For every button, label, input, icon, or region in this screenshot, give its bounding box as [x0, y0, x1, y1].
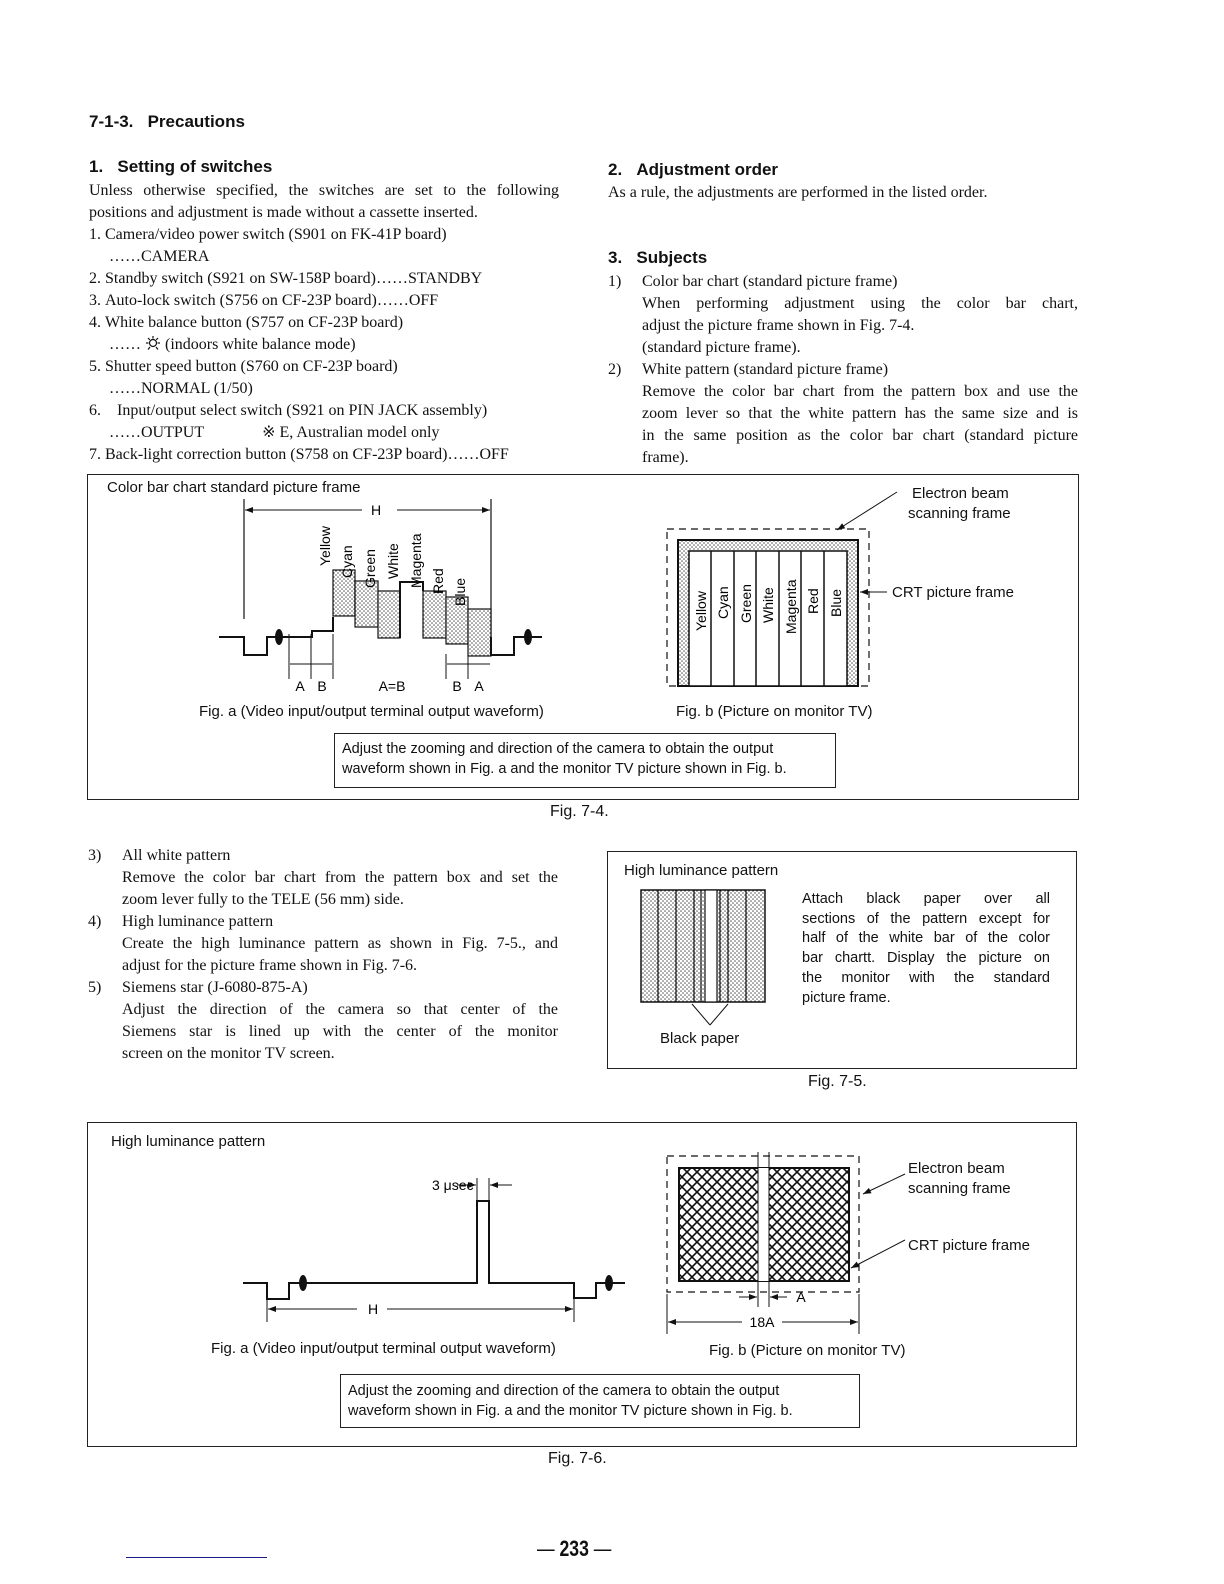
item-title: Siemens star (J-6080-875-A)	[122, 979, 308, 996]
subject-line: screen on the monitor TV screen.	[122, 1045, 335, 1062]
wave-label-magenta: Magenta	[408, 533, 424, 588]
subject-line: adjust the picture frame shown in Fig. 7-4.	[642, 317, 915, 334]
item-text: Input/output select switch (S921 on PIN JACK assembly)	[117, 402, 488, 419]
subject-line: When performing adjustment using the color bar chart,	[642, 295, 1078, 312]
label-line: Electron beam	[908, 1160, 1005, 1177]
subject-line: adjust for the picture frame shown in Fig. 7-6.	[122, 957, 418, 974]
heading-text: Setting of switches	[117, 157, 273, 176]
item-num: 4.	[89, 314, 101, 331]
burst-marker	[275, 629, 283, 645]
white-stripe	[758, 1168, 769, 1281]
switch-item	[89, 400, 559, 422]
heading-number: 3.	[608, 248, 623, 267]
a-equals-b-label: A=B	[378, 678, 406, 694]
electron-beam-pointer	[837, 492, 897, 530]
subjects-list-top	[608, 271, 1078, 469]
item-title: High luminance pattern	[122, 913, 274, 930]
item-num: 6.	[89, 402, 101, 419]
heading-number: 1.	[89, 157, 104, 176]
section-heading	[89, 112, 245, 132]
subject-item	[88, 845, 558, 867]
item-num: 4)	[88, 913, 102, 930]
a-label: A	[796, 1289, 806, 1305]
fig-7-4-title: Color bar chart standard picture frame	[107, 479, 361, 496]
subject-line: Siemens star is lined up with the center of the monitor	[122, 1023, 558, 1040]
subject-line: Create the high luminance pattern as shown in Fig. 7-5., and	[122, 935, 558, 952]
fig-7-5-label: Fig. 7-5.	[808, 1073, 867, 1090]
model-note: ※ E, Australian model only	[262, 424, 440, 441]
item-text: Auto-lock switch (S756 on CF-23P board)……OFF	[105, 292, 439, 309]
item-num: 3)	[88, 847, 102, 864]
wave-label-yellow: Yellow	[317, 526, 333, 566]
intro-line: Unless otherwise specified, the switches are set to the following	[89, 182, 559, 199]
subject-line: zoom lever fully to the TELE (56 mm) side.	[122, 891, 404, 908]
monitor-bar-cyan: Cyan	[715, 586, 731, 619]
adjustment-order-heading	[608, 160, 778, 180]
burst-marker	[299, 1275, 307, 1291]
text-line: the monitor with the standard	[802, 969, 1050, 986]
fig-7-4-electron-beam-label	[908, 484, 1011, 524]
fig-7-5-pattern	[630, 880, 780, 1030]
item-num: 3.	[89, 292, 101, 309]
text-line: bar chartt. Display the picture on	[802, 950, 1050, 967]
wave-label-cyan: Cyan	[339, 545, 355, 578]
item-value: ……CAMERA	[109, 248, 210, 265]
switch-item	[89, 224, 559, 246]
label-line: scanning frame	[908, 1180, 1011, 1197]
wave-bar-magenta	[423, 591, 446, 638]
item-num: 1)	[608, 273, 622, 290]
fig-7-4-note	[334, 733, 836, 788]
monitor-bar-white: White	[760, 587, 776, 623]
subject-line: Remove the color bar chart from the pattern box and set the	[122, 869, 558, 886]
electron-beam-pointer	[863, 1174, 905, 1194]
indoor-lamp-icon	[145, 336, 161, 350]
heading-text: Adjustment order	[636, 160, 779, 179]
footer-link-rule[interactable]	[126, 1557, 267, 1558]
page-number-value: 233	[559, 1536, 589, 1561]
fig-7-4-crt-label: CRT picture frame	[892, 584, 1014, 601]
fig-7-6-label: Fig. 7-6.	[548, 1450, 607, 1467]
item-value: ……NORMAL (1/50)	[109, 380, 253, 397]
text-line: picture frame.	[802, 989, 891, 1006]
burst-marker	[605, 1275, 613, 1291]
switch-item	[89, 290, 559, 312]
subject-line: in the same position as the color bar chart (standard picture	[642, 427, 1078, 444]
fig-7-4-label: Fig. 7-4.	[550, 803, 609, 820]
fig-7-4a-caption: Fig. a (Video input/output terminal output waveform)	[199, 703, 544, 720]
item-value-text: (indoors white balance mode)	[165, 336, 356, 353]
label-line: Electron beam	[912, 485, 1009, 502]
fig-7-6-electron-beam-label	[908, 1159, 1011, 1199]
section-title: Precautions	[147, 112, 245, 131]
switch-item	[89, 356, 559, 378]
item-value	[89, 334, 559, 356]
fig-7-6b-caption: Fig. b (Picture on monitor TV)	[709, 1342, 906, 1359]
section-number: 7-1-3.	[89, 112, 134, 131]
note-line: waveform shown in Fig. a and the monitor TV picture shown in Fig. b.	[342, 761, 787, 777]
item-text: Shutter speed button (S760 on CF-23P board)	[105, 358, 398, 375]
monitor-bar-magenta: Magenta	[783, 579, 799, 634]
label-line: scanning frame	[908, 505, 1011, 522]
item-text: Standby switch (S921 on SW-158P board)……STANDBY	[105, 270, 483, 287]
item-num: 5)	[88, 979, 102, 996]
text-line: half of the white bar of the color	[802, 930, 1050, 947]
wave-label-red: Red	[430, 568, 446, 594]
item-num: 2)	[608, 361, 622, 378]
heading-number: 2.	[608, 160, 623, 179]
black-paper-label: Black paper	[660, 1030, 740, 1047]
subject-item	[608, 271, 1078, 293]
b-label: B	[452, 678, 462, 694]
intro-line: positions and adjustment is made without a cassette inserted.	[89, 204, 478, 221]
subject-item	[608, 359, 1078, 381]
subject-line: Remove the color bar chart from the pattern box and use the	[642, 383, 1078, 400]
a-label: A	[474, 678, 484, 694]
wave-label-white: White	[385, 543, 401, 579]
waveform-sync-right	[491, 637, 542, 655]
heading-text: Subjects	[636, 248, 708, 267]
item-text: Camera/video power switch (S901 on FK-41P board)	[105, 226, 447, 243]
subject-line: (standard picture frame).	[642, 339, 801, 356]
fig-7-6a-caption: Fig. a (Video input/output terminal output waveform)	[211, 1340, 556, 1357]
pulse-width-label: 3 μsec	[432, 1177, 474, 1193]
item-text: White balance button (S757 on CF-23P board)	[105, 314, 404, 331]
switches-section	[89, 180, 559, 466]
dash-left: —	[537, 1536, 555, 1561]
note-line: Adjust the zooming and direction of the camera to obtain the output	[348, 1383, 780, 1399]
h-label: H	[367, 1301, 379, 1317]
subjects-heading	[608, 248, 707, 268]
item-title: All white pattern	[122, 847, 231, 864]
leader-dots: ……	[109, 336, 141, 353]
adjustment-order-text: As a rule, the adjustments are performed in the listed order.	[608, 184, 988, 201]
wave-label-blue: Blue	[452, 577, 468, 606]
fig-7-6-note	[340, 1374, 860, 1428]
subject-item	[88, 911, 558, 933]
item-num: 7.	[89, 446, 101, 463]
white-bar-half	[705, 890, 717, 1002]
fig-7-5-text	[802, 890, 1050, 1008]
fig-7-6-crt-label: CRT picture frame	[908, 1237, 1030, 1254]
dash-right: —	[593, 1536, 612, 1561]
monitor-bar-yellow: Yellow	[693, 591, 709, 631]
monitor-bar-green: Green	[738, 584, 754, 623]
burst-marker	[524, 629, 532, 645]
item-num: 1.	[89, 226, 101, 243]
subject-line: zoom lever so that the white pattern has the same size and is	[642, 405, 1078, 422]
text-line: Attach black paper over all	[802, 891, 1050, 907]
note-line: Adjust the zooming and direction of the camera to obtain the output	[342, 741, 774, 757]
switch-item	[89, 312, 559, 334]
a-label: A	[295, 678, 305, 694]
item-num: 2.	[89, 270, 101, 287]
switches-heading	[89, 157, 272, 177]
black-paper-pointer	[692, 1004, 728, 1025]
switch-item	[89, 444, 559, 466]
subject-item	[88, 977, 558, 999]
item-title: White pattern (standard picture frame)	[642, 361, 889, 378]
monitor-bar-blue: Blue	[828, 588, 844, 617]
width-label: 18A	[749, 1314, 775, 1330]
subject-line: frame).	[642, 449, 689, 466]
wave-label-green: Green	[362, 549, 378, 588]
item-title: Color bar chart (standard picture frame)	[642, 273, 898, 290]
item-value-text: ……OUTPUT	[109, 424, 205, 441]
switch-item	[89, 268, 559, 290]
note-line: waveform shown in Fig. a and the monitor TV picture shown in Fig. b.	[348, 1403, 793, 1419]
item-text: Back-light correction button (S758 on CF-23P board)……OFF	[105, 446, 509, 463]
fig-7-4b-caption: Fig. b (Picture on monitor TV)	[676, 703, 873, 720]
item-num: 5.	[89, 358, 101, 375]
fig-7-5-title: High luminance pattern	[624, 862, 779, 879]
h-label: H	[370, 502, 382, 518]
wave-bar-blue	[468, 609, 491, 656]
subject-line: Adjust the direction of the camera so that center of the	[122, 1001, 558, 1018]
subjects-list-bottom	[88, 845, 558, 1065]
b-label: B	[317, 678, 327, 694]
item-value	[89, 422, 559, 444]
wave-bar-green	[378, 591, 400, 638]
monitor-bar-red: Red	[805, 588, 821, 614]
text-line: sections of the pattern except for	[802, 910, 1050, 927]
wave-bar-white	[400, 582, 423, 638]
fig-7-6-title: High luminance pattern	[111, 1133, 266, 1150]
page-number	[537, 1536, 611, 1562]
